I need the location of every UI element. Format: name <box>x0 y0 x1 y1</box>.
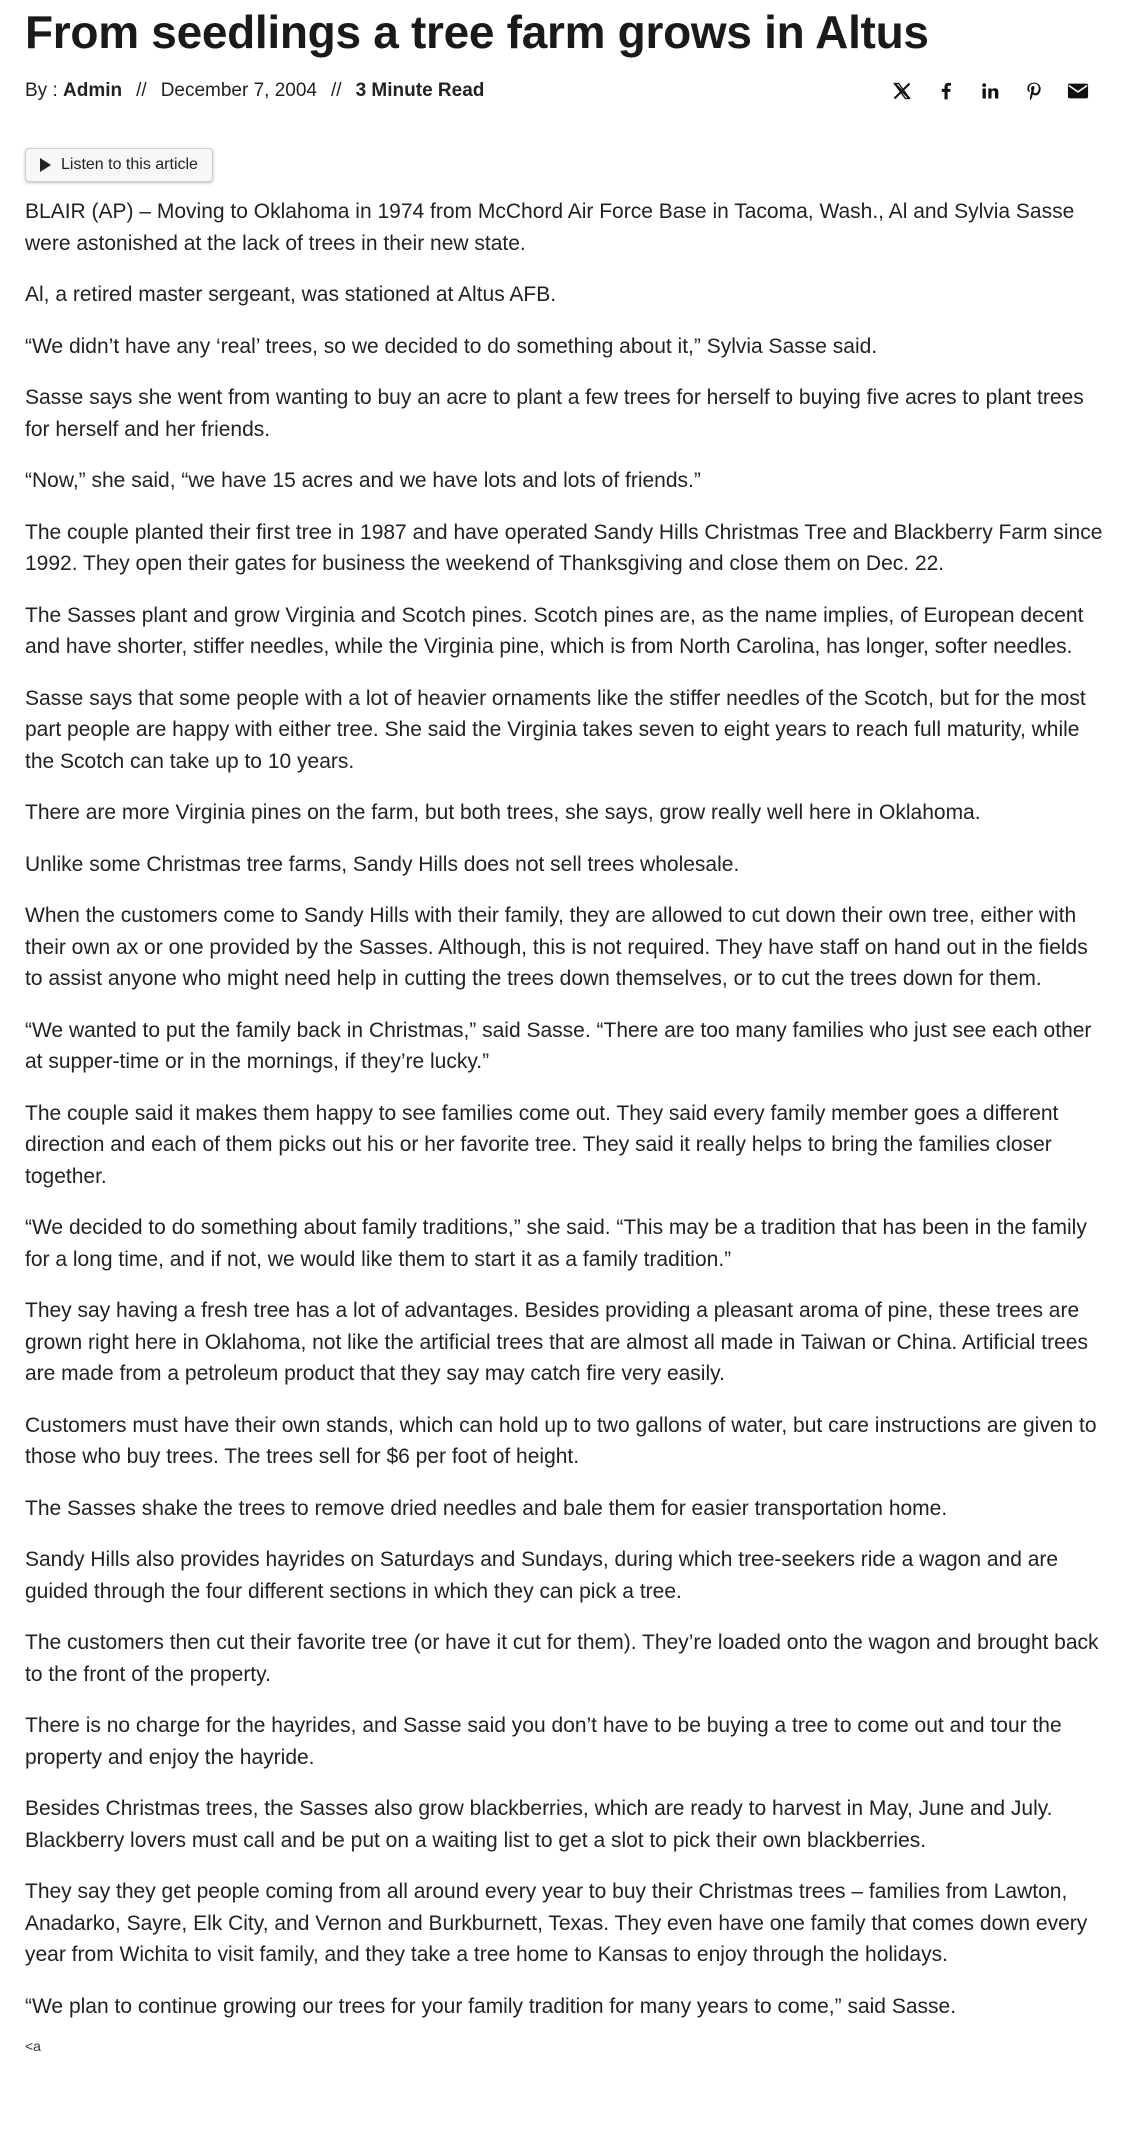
article-paragraph: Sasse says that some people with a lot of heavier ornaments like the stiffer needles of the Scotch, but for the most part people are happy with either tree. She said the Virginia takes seven to eight years to reach full maturity, while the Scotch can take up to 10 years. <box>25 686 1086 773</box>
article-paragraph: When the customers come to Sandy Hills with their family, they are allowed to cut down their own tree, either with their own ax or one provided by the Sasses. Although, this is not required. They have staff on hand out in the fields to assist anyone who might need help in cutting the trees down themselves, or to cut the trees down for them. <box>25 904 1088 990</box>
article-paragraph: There are more Virginia pines on the farm, but both trees, she says, grow really well here in Oklahoma. <box>25 801 981 824</box>
article-paragraph: Sandy Hills also provides hayrides on Saturdays and Sundays, during which tree-seekers ride a wagon and are guided through the four different sections in which they can pick a tree. <box>25 1548 1059 1603</box>
meta-row <box>25 74 1103 108</box>
article-paragraph: “We wanted to put the family back in Christmas,” said Sasse. “There are too many families who just see each other at supper-time or in the mornings, if they’re lucky.” <box>25 1018 1092 1073</box>
publish-date: December 7, 2004 <box>160 80 318 101</box>
meta-separator: // <box>331 80 342 101</box>
article-paragraph: Unlike some Christmas tree farms, Sandy Hills does not sell trees wholesale. <box>25 852 740 876</box>
trailing-text: <a <box>25 2038 41 2054</box>
article-paragraph: “We didn’t have any ‘real’ trees, so we decided to do something about it,” Sylvia Sasse said. <box>25 334 878 358</box>
article-paragraph: There is no charge for the hayrides, and Sasse said you don’t have to be buying a tree to come out and tour the property and enjoy the hayride. <box>25 1714 1062 1769</box>
email-icon[interactable] <box>1067 80 1089 102</box>
article-paragraph: “We plan to continue growing our trees for your family tradition for many years to come,” said Sasse. <box>25 1994 957 2018</box>
article-paragraph: The Sasses plant and grow Virginia and Scotch pines. Scotch pines are, as the name implies, of European decent and have shorter, stiffer needles, while the Virginia pine, which is from North Carolina, has longer, softer needles. <box>25 603 1084 658</box>
meta-separator: // <box>136 80 147 101</box>
article-paragraph: “We decided to do something about family traditions,” she said. “This may be a tradition that has been in the family for a long time, and if not, we would like them to start it as a family tradition.” <box>25 1216 1087 1271</box>
article-paragraph: “Now,” she said, “we have 15 acres and we have lots and lots of friends.” <box>25 469 701 492</box>
article-paragraph: The couple said it makes them happy to see families come out. They said every family member goes a different direction and each of them picks out his or her favorite tree. They said it really helps to bring the families closer together. <box>25 1101 1059 1188</box>
by-label: By : <box>25 80 58 101</box>
article-meta <box>25 80 484 102</box>
article-body <box>25 196 1103 2054</box>
play-icon <box>40 158 51 172</box>
article-paragraph: Al, a retired master sergeant, was stationed at Altus AFB. <box>25 283 557 306</box>
linkedin-icon[interactable] <box>979 80 1001 102</box>
x-icon[interactable] <box>891 80 913 102</box>
article-title: From seedlings a tree farm grows in Altus <box>25 6 929 58</box>
article-paragraph: The couple planted their first tree in 1987 and have operated Sandy Hills Christmas Tree and Blackberry Farm since 1992. They open their gates for business the weekend of Thanksgiving and close them on Dec. 22. <box>25 520 1103 575</box>
article-paragraph: BLAIR (AP) – Moving to Oklahoma in 1974 from McChord Air Force Base in Tacoma, Wash., Al and Sylvia Sasse were astonished at the lack of trees in their new state. <box>25 200 1075 255</box>
share-bar <box>891 80 1103 102</box>
author-link[interactable]: Admin <box>63 80 123 101</box>
article-paragraph: The Sasses shake the trees to remove dried needles and bale them for easier transportation home. <box>25 1496 948 1520</box>
facebook-icon[interactable] <box>935 80 957 102</box>
read-time: 3 Minute Read <box>355 80 485 101</box>
article-paragraph: They say having a fresh tree has a lot of advantages. Besides providing a pleasant aroma of pine, these trees are grown right here in Oklahoma, not like the artificial trees that are almost all made in Taiwan or China. Artificial trees are made from a petroleum product that they say may catch fire very easily. <box>25 1299 1088 1385</box>
pinterest-icon[interactable] <box>1023 80 1045 102</box>
article-paragraph: Customers must have their own stands, which can hold up to two gallons of water, but care instructions are given to those who buy trees. The trees sell for $6 per foot of height. <box>25 1413 1097 1468</box>
article-paragraph: Besides Christmas trees, the Sasses also grow blackberries, which are ready to harvest in May, June and July. Blackberry lovers must call and be put on a waiting list to get a slot to pick their own blackberries. <box>25 1797 1053 1852</box>
article-paragraph: The customers then cut their favorite tree (or have it cut for them). They’re loaded onto the wagon and brought back to the front of the property. <box>25 1631 1099 1686</box>
listen-button[interactable] <box>25 148 213 182</box>
listen-label: Listen to this article <box>61 156 198 173</box>
article-paragraph: They say they get people coming from all around every year to buy their Christmas trees – families from Lawton, Anadarko, Sayre, Elk City, and Vernon and Burkburnett, Texas. They even have one family that comes down every year from Wichita to visit family, and they take a tree home to Kansas to enjoy through the holidays. <box>25 1880 1088 1966</box>
article-paragraph: Sasse says she went from wanting to buy an acre to plant a few trees for herself to buying five acres to plant trees for herself and her friends. <box>25 386 1084 441</box>
